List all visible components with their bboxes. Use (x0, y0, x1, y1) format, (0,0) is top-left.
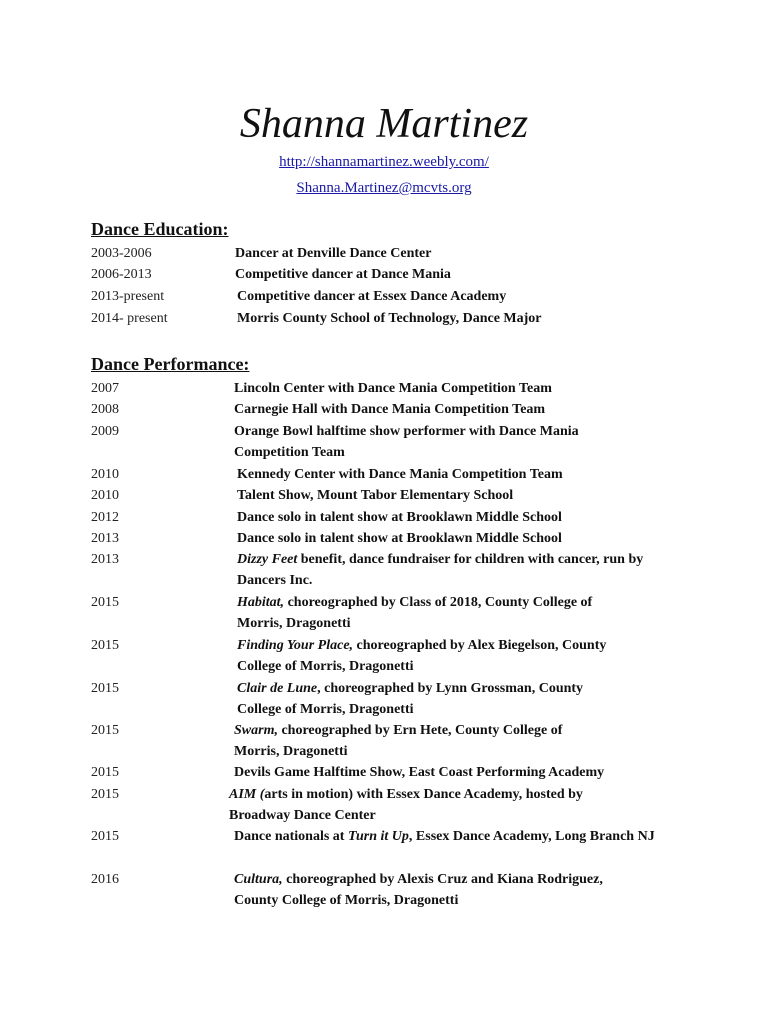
performance-desc: Orange Bowl halftime show performer with Dance Mania Competition Team (234, 424, 579, 461)
education-heading: Dance Education: (91, 219, 229, 239)
resume-name: Shanna Martinez (239, 101, 529, 147)
education-desc: Competitive dancer at Essex Dance Academy (237, 289, 507, 304)
performance-date: 2012 (91, 510, 119, 525)
performance-desc: Finding Your Place, choreographed by Alex Biegelson, County College of Morris, Dragonetti (237, 638, 607, 675)
performance-date: 2013 (91, 531, 119, 546)
work-title: AIM ( (229, 787, 265, 802)
email-link[interactable]: Shanna.Martinez@mcvts.org (296, 180, 472, 196)
performance-date: 2015 (91, 765, 119, 780)
performance-date: 2015 (91, 723, 119, 738)
performance-date: 2010 (91, 467, 119, 482)
work-title: Turn it Up (347, 829, 409, 844)
performance-date: 2010 (91, 488, 119, 503)
education-desc: Morris County School of Technology, Dance Major (237, 311, 542, 326)
performance-desc: Talent Show, Mount Tabor Elementary School (237, 488, 514, 503)
education-date: 2014- present (91, 311, 168, 326)
work-title: Clair de Lune (237, 681, 318, 696)
performance-desc: Dizzy Feet benefit, dance fundraiser for children with cancer, run by Dancers Inc. (237, 552, 644, 589)
performance-desc: Clair de Lune, choreographed by Lynn Grossman, County College of Morris, Dragonetti (237, 681, 584, 718)
work-title: Swarm, (234, 723, 278, 738)
education-desc: Dancer at Denville Dance Center (235, 246, 432, 261)
work-title: Cultura, (234, 872, 283, 887)
performance-desc: Cultura, choreographed by Alexis Cruz and Kiana Rodriguez, County College of Morris, Dragonetti (234, 872, 603, 909)
work-title: Finding Your Place, (237, 638, 354, 653)
performance-date: 2016 (91, 872, 119, 887)
performance-date: 2008 (91, 402, 119, 417)
performance-date: 2015 (91, 595, 119, 610)
performance-desc: AIM (arts in motion) with Essex Dance Academy, hosted by Broadway Dance Center (229, 787, 583, 824)
work-title: Dizzy Feet (237, 552, 298, 567)
performance-date: 2015 (91, 681, 119, 696)
performance-desc: Dance solo in talent show at Brooklawn Middle School (237, 531, 562, 546)
education-date: 2003-2006 (91, 246, 152, 261)
education-desc: Competitive dancer at Dance Mania (235, 267, 451, 282)
work-title: Habitat, (237, 595, 285, 610)
performance-date: 2007 (91, 381, 119, 396)
performance-desc: Habitat, choreographed by Class of 2018, County College of Morris, Dragonetti (237, 595, 593, 632)
education-date: 2006-2013 (91, 267, 152, 282)
performance-date: 2015 (91, 787, 119, 802)
performance-desc: Carnegie Hall with Dance Mania Competition Team (234, 402, 546, 417)
performance-date: 2013 (91, 552, 119, 567)
performance-desc: Kennedy Center with Dance Mania Competition Team (237, 467, 563, 482)
performance-desc: Dance nationals at Turn it Up, Essex Dance Academy, Long Branch NJ (234, 829, 655, 844)
website-link[interactable]: http://shannamartinez.weebly.com/ (279, 154, 489, 170)
performance-date: 2009 (91, 424, 119, 439)
performance-desc: Swarm, choreographed by Ern Hete, County College of Morris, Dragonetti (234, 723, 563, 760)
performance-desc: Devils Game Halftime Show, East Coast Performing Academy (234, 765, 605, 780)
performance-date: 2015 (91, 829, 119, 844)
performance-heading: Dance Performance: (91, 354, 250, 374)
performance-desc: Lincoln Center with Dance Mania Competition Team (234, 381, 552, 396)
performance-date: 2015 (91, 638, 119, 653)
education-date: 2013-present (91, 289, 165, 304)
performance-desc: Dance solo in talent show at Brooklawn Middle School (237, 510, 562, 525)
